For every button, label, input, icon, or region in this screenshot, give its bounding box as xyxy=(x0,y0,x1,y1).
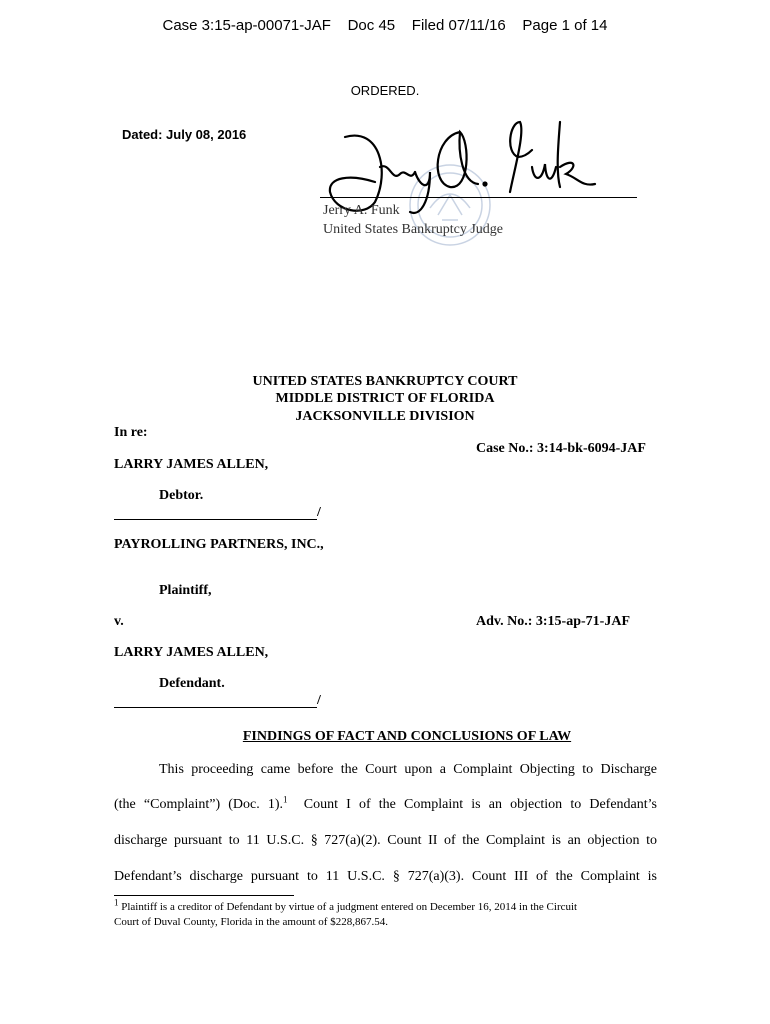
body-line-2a: (the “Complaint”) (Doc. 1). xyxy=(114,797,284,812)
judge-title: United States Bankruptcy Judge xyxy=(323,222,504,237)
footnote-line-2: Court of Duval County, Florida in the amount of $228,867.54. xyxy=(114,916,388,928)
debtor-role: Debtor. xyxy=(159,488,204,503)
body-line-4: Defendant’s discharge pursuant to 11 U.S.C. § 727(a)(3). Count III of the Complaint is xyxy=(114,869,657,884)
plaintiff-name: PAYROLLING PARTNERS, INC., xyxy=(114,537,324,552)
judge-name: Jerry A. Funk xyxy=(323,203,400,218)
document-title: FINDINGS OF FACT AND CONCLUSIONS OF LAW xyxy=(242,729,572,744)
court-district: MIDDLE DISTRICT OF FLORIDA xyxy=(275,391,495,406)
plaintiff-role: Plaintiff, xyxy=(159,583,212,598)
defendant-role: Defendant. xyxy=(159,676,225,691)
case-number: Case No.: 3:14-bk-6094-JAF xyxy=(476,441,646,456)
filing-header: Case 3:15-ap-00071-JAF Doc 45 Filed 07/11/16 Page 1 of 14 xyxy=(162,17,608,34)
ordered-label: ORDERED. xyxy=(350,83,420,98)
body-line-2 xyxy=(114,794,657,813)
debtor-caption-rule xyxy=(114,519,317,520)
debtor-name: LARRY JAMES ALLEN, xyxy=(114,457,269,472)
dated-line: Dated: July 08, 2016 xyxy=(122,127,247,142)
body-line-2b: Count I of the Complaint is an objection to Defendant’s xyxy=(287,797,657,812)
court-name: UNITED STATES BANKRUPTCY COURT xyxy=(252,374,518,389)
footnote-marker: 1 xyxy=(114,897,119,908)
debtor-caption-end: / xyxy=(317,505,321,520)
body-line-1: This proceeding came before the Court upon a Complaint Objecting to Discharge xyxy=(159,762,657,777)
body-line-3: discharge pursuant to 11 U.S.C. § 727(a)(2). Count II of the Complaint is an objection to xyxy=(114,833,657,848)
footnote-reference: 1 xyxy=(283,794,288,805)
footnote-line-1 xyxy=(114,897,578,913)
court-division: JACKSONVILLE DIVISION xyxy=(295,409,475,424)
defendant-name: LARRY JAMES ALLEN, xyxy=(114,645,269,660)
defendant-caption-rule xyxy=(114,707,317,708)
versus: v. xyxy=(114,614,124,629)
in-re-label: In re: xyxy=(114,425,148,440)
defendant-caption-end: / xyxy=(317,693,321,708)
signature-line xyxy=(320,197,637,198)
footnote-text-1: Plaintiff is a creditor of Defendant by virtue of a judgment entered on December 16, 2014 in the Circuit xyxy=(118,901,578,913)
adversary-number: Adv. No.: 3:15-ap-71-JAF xyxy=(476,614,630,629)
footnote-rule xyxy=(114,895,294,896)
